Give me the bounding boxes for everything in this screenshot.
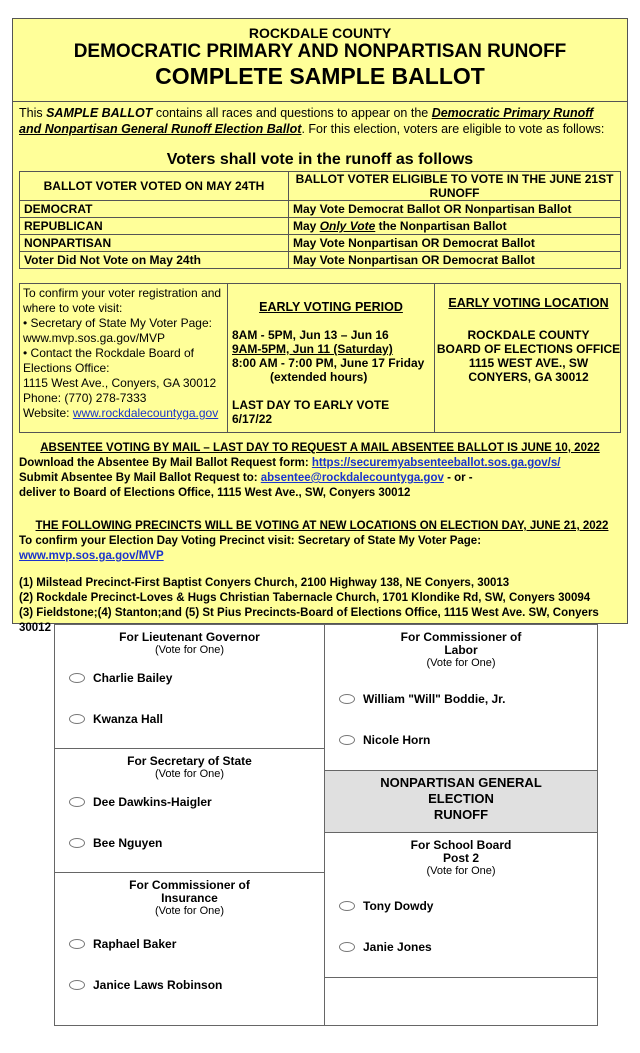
registration-info [20, 284, 228, 432]
section-line: RUNOFF [433, 807, 489, 822]
early-hours-note: (extended hours) [270, 370, 368, 384]
candidate-option[interactable] [339, 733, 430, 747]
download-line [19, 456, 621, 471]
precinct-item: (3) Fieldstone;(4) Stanton;and (5) St Pius Precincts-Board of Elections Office, 1115 West Ave. SW, Conyers 30012 [19, 607, 599, 634]
candidate-option[interactable] [69, 712, 163, 726]
candidate-name: Dee Dawkins-Haigler [93, 795, 212, 809]
ballot-oval-icon[interactable] [69, 838, 85, 848]
runoff-title: Voters shall vote in the runoff as follows [166, 151, 474, 168]
ballot-title: COMPLETE SAMPLE BALLOT [155, 63, 485, 89]
early-hours-3: 8:00 AM - 7:00 PM, June 17 Friday [232, 356, 425, 370]
candidate-option[interactable] [339, 940, 432, 954]
ballot-oval-icon[interactable] [69, 714, 85, 724]
early-voting-location [435, 284, 622, 432]
vote-for-one: (Vote for One) [154, 768, 225, 780]
absentee-form-link[interactable]: https://securemyabsenteeballot.sos.ga.gov/s/ [311, 457, 561, 469]
early-hours-1: 8AM - 5PM, Jun 13 – Jun 16 [232, 328, 389, 342]
confirm-text: To confirm your voter registration and where to vote visit: [23, 286, 222, 315]
race-lieutenant-governor [55, 625, 324, 749]
website-line [23, 406, 224, 421]
absentee-title: ABSENTEE VOTING BY MAIL – LAST DAY TO REQUEST A MAIL ABSENTEE BALLOT IS JUNE 10, 2022 [40, 442, 600, 454]
race-title: For Commissioner of [129, 878, 250, 892]
race-title: Insurance [161, 891, 218, 905]
race-title: For Secretary of State [127, 754, 252, 768]
ballot-left-column [55, 625, 325, 1025]
voted-cell: NONPARTISAN [20, 235, 289, 252]
office-phone: Phone: (770) 278-7333 [23, 391, 147, 405]
eligible-emphasis: Only Vote [319, 219, 376, 233]
ballot-right-column [325, 625, 597, 1025]
intro-emphasis: SAMPLE BALLOT [46, 106, 153, 120]
location-title: EARLY VOTING LOCATION [448, 296, 609, 310]
last-early-day: LAST DAY TO EARLY VOTE 6/17/22 [232, 398, 390, 426]
race-title: For Commissioner of [400, 630, 522, 644]
voted-cell: Voter Did Not Vote on May 24th [20, 252, 289, 269]
intro-ballot-name: Democratic Primary Runoff and Nonpartisan General Runoff Election Ballot [19, 106, 594, 136]
candidate-option[interactable] [69, 795, 212, 809]
section-line: NONPARTISAN GENERAL [380, 775, 542, 790]
intro-part: contains all races and questions to appear on the [152, 106, 432, 120]
col-header-voted: BALLOT VOTER VOTED ON MAY 24TH [20, 172, 289, 201]
race-title: For School Board [410, 838, 512, 852]
county-name: ROCKDALE COUNTY [248, 25, 392, 41]
vote-for-one: (Vote for One) [154, 905, 225, 917]
candidate-name: Tony Dowdy [363, 899, 434, 913]
early-voting-period [228, 284, 435, 432]
eligible-cell: May Vote Democrat Ballot OR Nonpartisan Ballot [289, 201, 621, 218]
race-commissioner-of-labor [325, 625, 597, 771]
ballot-oval-icon[interactable] [339, 901, 355, 911]
candidate-name: Kwanza Hall [93, 712, 164, 726]
ballot-oval-icon[interactable] [339, 694, 355, 704]
candidate-name: Janie Jones [363, 940, 432, 954]
section-line: ELECTION [428, 791, 494, 806]
eligible-cell: May Vote Nonpartisan OR Democrat Ballot [289, 252, 621, 269]
race-commissioner-of-insurance [55, 873, 324, 1026]
candidate-name: Charlie Bailey [93, 671, 173, 685]
location-line: 1115 WEST AVE., SW [468, 356, 589, 370]
intro-text [19, 105, 619, 137]
candidate-name: Nicole Horn [363, 733, 431, 747]
precinct-item: (1) Milstead Precinct-First Baptist Conyers Church, 2100 Highway 138, NE Conyers, 30013 [19, 577, 510, 589]
candidate-option[interactable] [339, 899, 433, 913]
ballot-oval-icon[interactable] [69, 980, 85, 990]
candidate-option[interactable] [69, 937, 176, 951]
voting-info-box [19, 283, 621, 433]
ballot-oval-icon[interactable] [69, 797, 85, 807]
location-line: BOARD OF ELECTIONS OFFICE [436, 342, 621, 356]
mvp-bullet: • Secretary of State My Voter Page: www.mvp.sos.ga.gov/MVP [23, 316, 212, 345]
location-line: ROCKDALE COUNTY [467, 328, 590, 342]
col-header-eligible: BALLOT VOTER ELIGIBLE TO VOTE IN THE JUNE 21ST RUNOFF [289, 172, 621, 201]
download-text: Download the Absentee By Mail Ballot Request form: [19, 457, 312, 469]
race-title: Labor [444, 643, 478, 657]
candidate-name: Raphael Baker [93, 937, 177, 951]
precinct-item: (2) Rockdale Precinct-Loves & Hugs Christian Tabernacle Church, 1701 Klondike Rd, SW, Conyers 30094 [19, 592, 591, 604]
race-title: For Lieutenant Governor [119, 630, 260, 644]
race-school-board-post-2 [325, 833, 597, 978]
voted-cell: REPUBLICAN [20, 218, 289, 235]
precinct-section [19, 519, 625, 636]
early-period-title: EARLY VOTING PERIOD [259, 300, 403, 314]
intro-part: . For this election, voters are eligible to vote as follows: [301, 122, 605, 136]
website-link[interactable]: www.rockdalecountyga.gov [72, 406, 219, 420]
precinct-confirm-line [19, 534, 625, 564]
race-title: Post 2 [442, 851, 479, 865]
location-line: CONYERS, GA 30012 [468, 370, 589, 384]
candidate-option[interactable] [69, 671, 172, 685]
vote-for-one: (Vote for One) [154, 644, 225, 656]
voted-cell: DEMOCRAT [20, 201, 289, 218]
candidate-option[interactable] [69, 978, 222, 992]
election-title: DEMOCRATIC PRIMARY AND NONPARTISAN RUNOFF [73, 41, 567, 62]
intro-part: This [19, 106, 47, 120]
submit-text: Submit Absentee By Mail Ballot Request to: [19, 472, 261, 484]
vote-for-one: (Vote for One) [426, 865, 496, 877]
eligible-cell [289, 218, 621, 235]
eligible-part: the Nonpartisan Ballot [375, 219, 507, 233]
candidate-name: William "Will" Boddie, Jr. [363, 692, 506, 706]
ballot-oval-icon[interactable] [339, 942, 355, 952]
candidate-option[interactable] [339, 692, 506, 706]
candidate-name: Janice Laws Robinson [93, 978, 223, 992]
office-address: 1115 West Ave., Conyers, GA 30012 [23, 376, 217, 390]
ballot-races [54, 624, 598, 1026]
ballot-oval-icon[interactable] [339, 735, 355, 745]
contact-bullet: • Contact the Rockdale Board of Elections Office: [23, 346, 194, 375]
deliver-text: deliver to Board of Elections Office, 1115 West Ave., SW, Conyers 30012 [19, 487, 411, 499]
candidate-option[interactable] [69, 836, 162, 850]
mvp-link[interactable]: www.mvp.sos.ga.gov/MVP [19, 550, 164, 562]
vote-for-one: (Vote for One) [426, 657, 496, 669]
candidate-name: Bee Nguyen [93, 836, 163, 850]
race-secretary-of-state [55, 749, 324, 873]
table-row [20, 201, 621, 218]
absentee-section [19, 441, 621, 501]
table-row [20, 235, 621, 252]
ballot-oval-icon[interactable] [69, 673, 85, 683]
table-row [20, 218, 621, 235]
absentee-email-link[interactable]: absentee@rockdalecountyga.gov [260, 472, 444, 484]
ballot-oval-icon[interactable] [69, 939, 85, 949]
sample-ballot-notice [12, 18, 628, 634]
website-label: Website: [23, 406, 73, 420]
ballot-header [13, 19, 627, 102]
table-row [20, 252, 621, 269]
precinct-title: THE FOLLOWING PRECINCTS WILL BE VOTING AT NEW LOCATIONS ON ELECTION DAY, JUNE 21, 2022 [35, 520, 609, 532]
eligible-part: May [293, 219, 320, 233]
nonpartisan-section-header [325, 771, 597, 833]
eligible-cell: May Vote Nonpartisan OR Democrat Ballot [289, 235, 621, 252]
eligibility-table [19, 171, 621, 269]
precinct-confirm-text: To confirm your Election Day Voting Precinct visit: Secretary of State My Voter Page: [19, 535, 482, 547]
submit-or: - or - [443, 472, 473, 484]
early-hours-2: 9AM-5PM, Jun 11 (Saturday) [232, 342, 393, 356]
submit-line [19, 471, 621, 486]
